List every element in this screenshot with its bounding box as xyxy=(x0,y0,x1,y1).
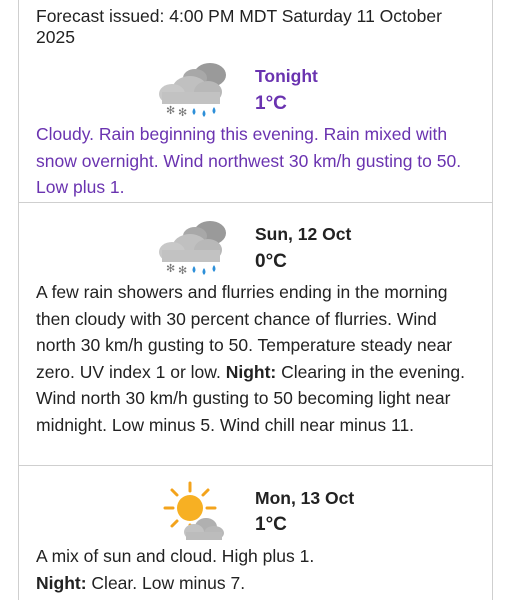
period-summary xyxy=(36,279,476,438)
period-divider xyxy=(18,202,493,203)
day-forecast-text: A mix of sun and cloud. High plus 1. xyxy=(36,546,315,566)
period-name: Sun, 12 Oct xyxy=(255,224,352,244)
period-temperature: 1°C xyxy=(255,93,287,114)
svg-text:✻: ✻ xyxy=(166,104,176,117)
cloud-rain-snow-icon xyxy=(150,56,236,122)
svg-text:✻: ✻ xyxy=(166,262,176,275)
night-label: Night: xyxy=(225,361,277,382)
night-forecast-text: Clear. Low minus 7. xyxy=(91,572,246,593)
forecast-issued-text: Forecast issued: 4:00 PM MDT Saturday 11 October 2025 xyxy=(36,6,442,47)
night-forecast-text: Clearing in the evening. Wind north 30 km/h gusting to 50 becoming light near midnight. Low minus 5. Wind chill near minus 11. xyxy=(36,361,465,435)
period-temperature: 1°C xyxy=(255,514,287,535)
sun-cloud-icon xyxy=(150,480,236,546)
night-label: Night: xyxy=(36,572,87,593)
svg-text:✻: ✻ xyxy=(178,264,188,277)
period-summary xyxy=(36,543,476,596)
svg-text:✻: ✻ xyxy=(178,106,188,119)
period-summary: Cloudy. Rain beginning this evening. Rain mixed with snow overnight. Wind northwest 30 km/h gusting to 50. Low plus 1. xyxy=(36,124,462,197)
period-name: Tonight xyxy=(255,66,318,86)
period-divider xyxy=(18,465,493,466)
period-temperature: 0°C xyxy=(255,251,287,272)
day-forecast-text: A few rain showers and flurries ending in the morning then cloudy with 30 percent chance of flurries. Wind north 30 km/h gusting to 50. Temperature steady near zero. UV index 1 or low. xyxy=(36,282,453,382)
cloud-rain-snow-icon xyxy=(150,214,236,280)
night-forecast-line xyxy=(36,570,476,597)
period-name: Mon, 13 Oct xyxy=(255,488,355,508)
